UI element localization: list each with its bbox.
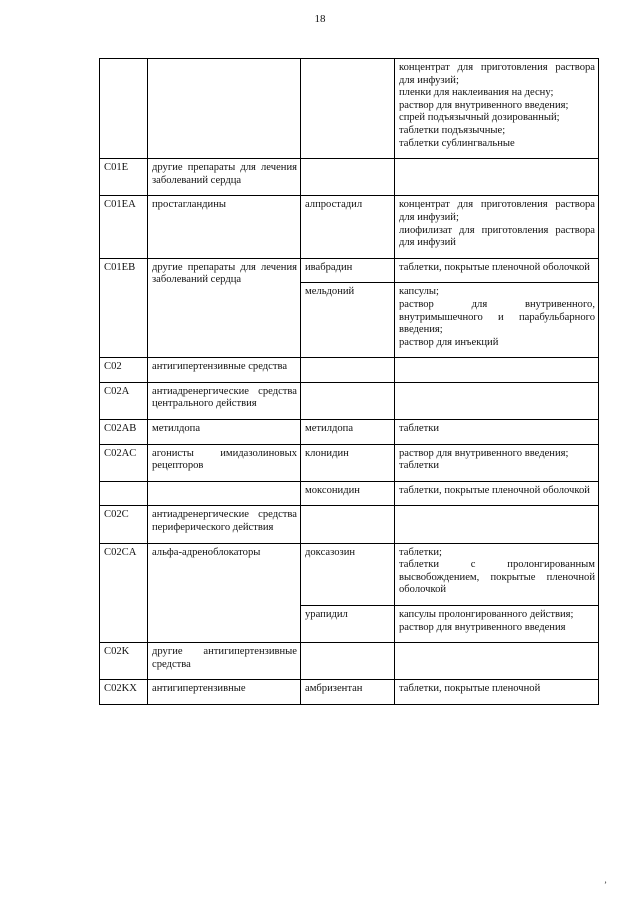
group-name: агонисты имидазолиновых рецепторов	[148, 444, 301, 481]
dosage-forms	[395, 506, 599, 543]
table-row	[100, 196, 599, 258]
inn-name	[301, 643, 395, 680]
dosage-form: таблетки подъязычные;	[399, 124, 506, 136]
table-row	[100, 444, 599, 481]
dosage-forms	[395, 643, 599, 680]
dosage-form: капсулы;	[399, 286, 439, 298]
dosage-form: раствор для внутривенного введения;	[399, 447, 569, 459]
inn-name	[301, 358, 395, 383]
group-name	[148, 481, 301, 506]
inn-name: доксазозин	[301, 543, 395, 605]
inn-name	[301, 506, 395, 543]
inn-name: метилдопа	[301, 420, 395, 445]
dosage-forms	[395, 606, 599, 643]
table-row	[100, 481, 599, 506]
inn-name: клонидин	[301, 444, 395, 481]
dosage-form: капсулы пролонгированного действия;	[399, 609, 574, 620]
atc-code: C02A	[100, 382, 148, 419]
atc-code	[100, 481, 148, 506]
group-name: другие препараты для лечения заболеваний сердца	[148, 159, 301, 196]
group-name: антиадренергические средства центрального действия	[148, 382, 301, 419]
inn-name: алпростадил	[301, 196, 395, 258]
dosage-form: таблетки сублингвальные	[399, 137, 515, 149]
dosage-form: концентрат для приготовления раствора для инфузий;	[399, 199, 595, 223]
atc-code: C02KX	[100, 680, 148, 705]
dosage-form: раствор для внутривенного введения	[399, 621, 566, 633]
group-name: метилдопа	[148, 420, 301, 445]
dosage-forms	[395, 196, 599, 258]
atc-code: C01EA	[100, 196, 148, 258]
dosage-forms	[395, 159, 599, 196]
table-row	[100, 358, 599, 383]
dosage-forms	[395, 444, 599, 481]
table-row	[100, 680, 599, 705]
dosage-form: таблетки, покрытые пленочной оболочкой	[399, 484, 590, 496]
group-name: антиадренергические средства периферического действия	[148, 506, 301, 543]
group-name: альфа-адреноблокаторы	[148, 543, 301, 643]
scan-mark: ʼ	[604, 880, 607, 890]
group-name: антигипертензивные	[148, 680, 301, 705]
inn-name: амбризентан	[301, 680, 395, 705]
atc-code: C02	[100, 358, 148, 383]
page-number: 18	[314, 13, 326, 25]
dosage-form: таблетки;	[399, 546, 442, 558]
table-row	[100, 159, 599, 196]
dosage-forms	[395, 420, 599, 445]
atc-code: C01E	[100, 159, 148, 196]
dosage-forms	[395, 59, 599, 159]
inn-name: мельдоний	[301, 283, 395, 358]
dosage-form: таблетки с пролонгированным высвобождением, покрытые пленочной оболочкой	[399, 559, 595, 596]
atc-code: C01EB	[100, 258, 148, 358]
atc-code: C02AC	[100, 444, 148, 481]
dosage-form: спрей подъязычный дозированный;	[399, 112, 560, 124]
dosage-form: пленки для наклеивания на десну;	[399, 87, 554, 99]
dosage-form: раствор для внутривенного введения;	[399, 99, 569, 111]
dosage-form: раствор для инъекций	[399, 336, 499, 348]
atc-code: C02C	[100, 506, 148, 543]
inn-name	[301, 59, 395, 159]
atc-code	[100, 59, 148, 159]
dosage-form: таблетки, покрытые пленочной	[399, 683, 541, 695]
inn-name	[301, 382, 395, 419]
dosage-forms	[395, 358, 599, 383]
dosage-form: концентрат для приготовления раствора для инфузий;	[399, 62, 595, 86]
inn-name: урапидил	[301, 606, 395, 643]
dosage-forms	[395, 382, 599, 419]
drug-table	[99, 58, 599, 705]
table-row	[100, 643, 599, 680]
dosage-forms	[395, 283, 599, 358]
group-name: антигипертензивные средства	[148, 358, 301, 383]
inn-name: моксонидин	[301, 481, 395, 506]
table-row	[100, 543, 599, 605]
dosage-form: лиофилизат для приготовления раствора для инфузий	[399, 224, 595, 249]
table-row	[100, 382, 599, 419]
group-name: другие антигипертензивные средства	[148, 643, 301, 680]
group-name: простагландины	[148, 196, 301, 258]
group-name: другие препараты для лечения заболеваний сердца	[148, 258, 301, 358]
dosage-form: таблетки	[399, 423, 440, 435]
dosage-forms	[395, 680, 599, 705]
dosage-form: раствор для внутривенного, внутримышечного и парабульбарного введения;	[399, 298, 595, 336]
dosage-form: таблетки	[399, 460, 440, 472]
dosage-form: таблетки, покрытые пленочной оболочкой	[399, 261, 590, 273]
table-row	[100, 506, 599, 543]
group-name	[148, 59, 301, 159]
dosage-forms	[395, 543, 599, 605]
table-row	[100, 258, 599, 283]
inn-name: ивабрадин	[301, 258, 395, 283]
inn-name	[301, 159, 395, 196]
atc-code: C02AB	[100, 420, 148, 445]
dosage-forms	[395, 481, 599, 506]
atc-code: C02K	[100, 643, 148, 680]
table-row	[100, 59, 599, 159]
dosage-forms	[395, 258, 599, 283]
atc-code: C02CA	[100, 543, 148, 643]
table-row	[100, 420, 599, 445]
